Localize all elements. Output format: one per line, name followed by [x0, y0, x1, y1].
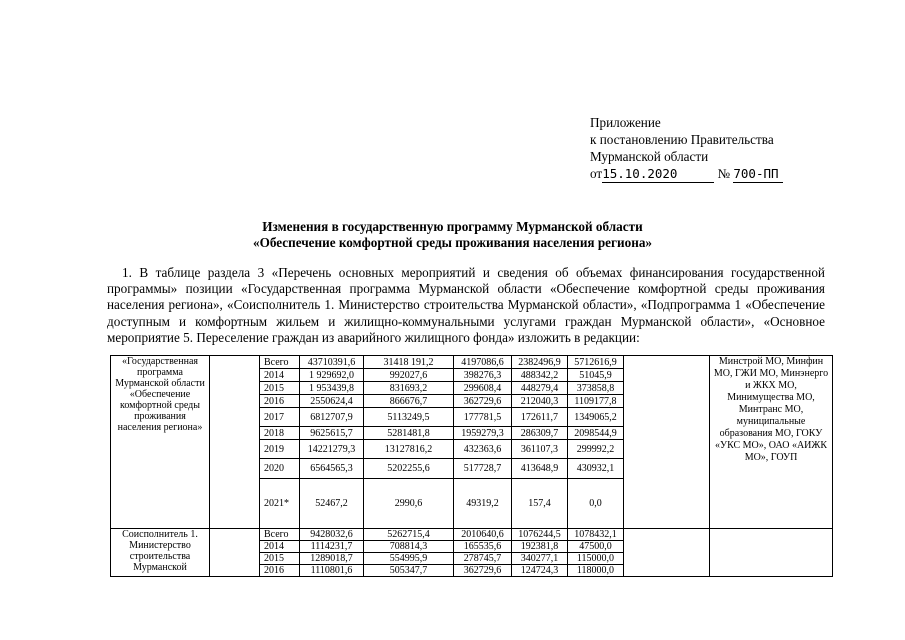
title-line-2: «Обеспечение комфортной среды проживания населения региона» [252, 235, 653, 250]
value-cell: 157,4 [512, 479, 568, 529]
empty-cell [624, 356, 710, 529]
value-cell: 413648,9 [512, 459, 568, 479]
value-cell: 115000,0 [568, 553, 624, 565]
value-cell: 52467,2 [300, 479, 364, 529]
empty-cell [210, 356, 260, 529]
value-cell: 432363,6 [454, 440, 512, 459]
value-cell: 14221279,3 [300, 440, 364, 459]
program-name-cell: Соисполнитель 1. Министерство строительства Мурманской [111, 529, 210, 577]
value-cell: 5202255,6 [364, 459, 454, 479]
value-cell: 1349065,2 [568, 408, 624, 427]
title-line-1: Изменения в государственную программу Мурманской области [262, 219, 643, 234]
resolution-number: 700-ПП [733, 165, 783, 183]
financing-table [110, 355, 833, 577]
table-row [111, 529, 833, 541]
value-cell: 2098544,9 [568, 427, 624, 440]
year-cell: 2016 [260, 395, 300, 408]
value-cell: 278745,7 [454, 553, 512, 565]
value-cell: 49319,2 [454, 479, 512, 529]
body-paragraph: 1. В таблице раздела 3 «Перечень основных мероприятий и сведения об объемах финансирования государственной программы» позиции «Государственная программа Мурманской области «Обеспечение комфортной среды проживания населения региона», «Соисполнитель 1. Министерство строительства Мурманской области», «Подпрограмма 1 «Обеспечение доступным и комфортным жильем и жилищно-коммунальными услугами граждан Мурманской области», «Основное мероприятие 5. Переселение граждан из аварийного жилищного фонда» изложить в редакции: [107, 265, 825, 345]
value-cell: 124724,3 [512, 565, 568, 577]
value-cell: 866676,7 [364, 395, 454, 408]
appendix-block [590, 114, 783, 183]
resolution-date: 15.10.2020 [602, 165, 714, 183]
appendix-date-line [590, 165, 783, 183]
value-cell: 9428032,6 [300, 529, 364, 541]
year-cell: Всего [260, 529, 300, 541]
value-cell: 1114231,7 [300, 541, 364, 553]
value-cell: 4197086,6 [454, 356, 512, 369]
value-cell: 299992,2 [568, 440, 624, 459]
value-cell: 118000,0 [568, 565, 624, 577]
value-cell: 2382496,9 [512, 356, 568, 369]
value-cell: 373858,8 [568, 382, 624, 395]
value-cell: 361107,3 [512, 440, 568, 459]
empty-cell [624, 529, 710, 577]
value-cell: 2990,6 [364, 479, 454, 529]
empty-cell [210, 529, 260, 577]
date-prefix: от [590, 166, 603, 181]
appendix-line-2: к постановлению Правительства [590, 132, 774, 147]
value-cell: 992027,6 [364, 369, 454, 382]
value-cell: 488342,2 [512, 369, 568, 382]
executors-cell: Минстрой МО, Минфин МО, ГЖИ МО, Минэнерго и ЖКХ МО, Минимущества МО, Минтранс МО, муниципальные образования МО, ГОКУ «УКС МО», ОАО «АИЖК МО», ГОУП [710, 356, 833, 529]
value-cell: 517728,7 [454, 459, 512, 479]
value-cell: 362729,6 [454, 395, 512, 408]
value-cell: 5712616,9 [568, 356, 624, 369]
year-cell: Всего [260, 356, 300, 369]
value-cell: 43710391,6 [300, 356, 364, 369]
value-cell: 1 953439,8 [300, 382, 364, 395]
value-cell: 31418 191,2 [364, 356, 454, 369]
value-cell: 505347,7 [364, 565, 454, 577]
value-cell: 51045,9 [568, 369, 624, 382]
value-cell: 212040,3 [512, 395, 568, 408]
value-cell: 286309,7 [512, 427, 568, 440]
value-cell: 554995,9 [364, 553, 454, 565]
value-cell: 1109177,8 [568, 395, 624, 408]
year-cell: 2020 [260, 459, 300, 479]
value-cell: 192381,8 [512, 541, 568, 553]
year-cell: 2014 [260, 541, 300, 553]
value-cell: 6812707,9 [300, 408, 364, 427]
year-cell: 2017 [260, 408, 300, 427]
year-cell: 2018 [260, 427, 300, 440]
value-cell: 6564565,3 [300, 459, 364, 479]
appendix-line-1: Приложение [590, 115, 661, 130]
value-cell: 0,0 [568, 479, 624, 529]
value-cell: 299608,4 [454, 382, 512, 395]
value-cell: 47500,0 [568, 541, 624, 553]
value-cell: 165535,6 [454, 541, 512, 553]
value-cell: 5113249,5 [364, 408, 454, 427]
year-cell: 2016 [260, 565, 300, 577]
value-cell: 5281481,8 [364, 427, 454, 440]
value-cell: 340277,1 [512, 553, 568, 565]
year-cell: 2015 [260, 553, 300, 565]
value-cell: 2550624,4 [300, 395, 364, 408]
value-cell: 9625615,7 [300, 427, 364, 440]
year-cell: 2015 [260, 382, 300, 395]
value-cell: 1078432,1 [568, 529, 624, 541]
value-cell: 177781,5 [454, 408, 512, 427]
program-name-cell: «Государственная программа Мурманской области «Обеспечение комфортной среды проживания населения региона» [111, 356, 210, 529]
executors-cell [710, 529, 833, 577]
year-cell: 2014 [260, 369, 300, 382]
value-cell: 1 929692,0 [300, 369, 364, 382]
value-cell: 172611,7 [512, 408, 568, 427]
value-cell: 2010640,6 [454, 529, 512, 541]
value-cell: 708814,3 [364, 541, 454, 553]
value-cell: 1110801,6 [300, 565, 364, 577]
value-cell: 430932,1 [568, 459, 624, 479]
value-cell: 448279,4 [512, 382, 568, 395]
value-cell: 398276,3 [454, 369, 512, 382]
year-cell: 2019 [260, 440, 300, 459]
value-cell: 831693,2 [364, 382, 454, 395]
year-cell: 2021* [260, 479, 300, 529]
value-cell: 1959279,3 [454, 427, 512, 440]
value-cell: 1076244,5 [512, 529, 568, 541]
value-cell: 1289018,7 [300, 553, 364, 565]
value-cell: 362729,6 [454, 565, 512, 577]
appendix-line-3: Мурманской области [590, 149, 709, 164]
document-title [0, 219, 905, 251]
value-cell: 13127816,2 [364, 440, 454, 459]
value-cell: 5262715,4 [364, 529, 454, 541]
number-prefix: № [717, 166, 731, 181]
table-row [111, 356, 833, 369]
